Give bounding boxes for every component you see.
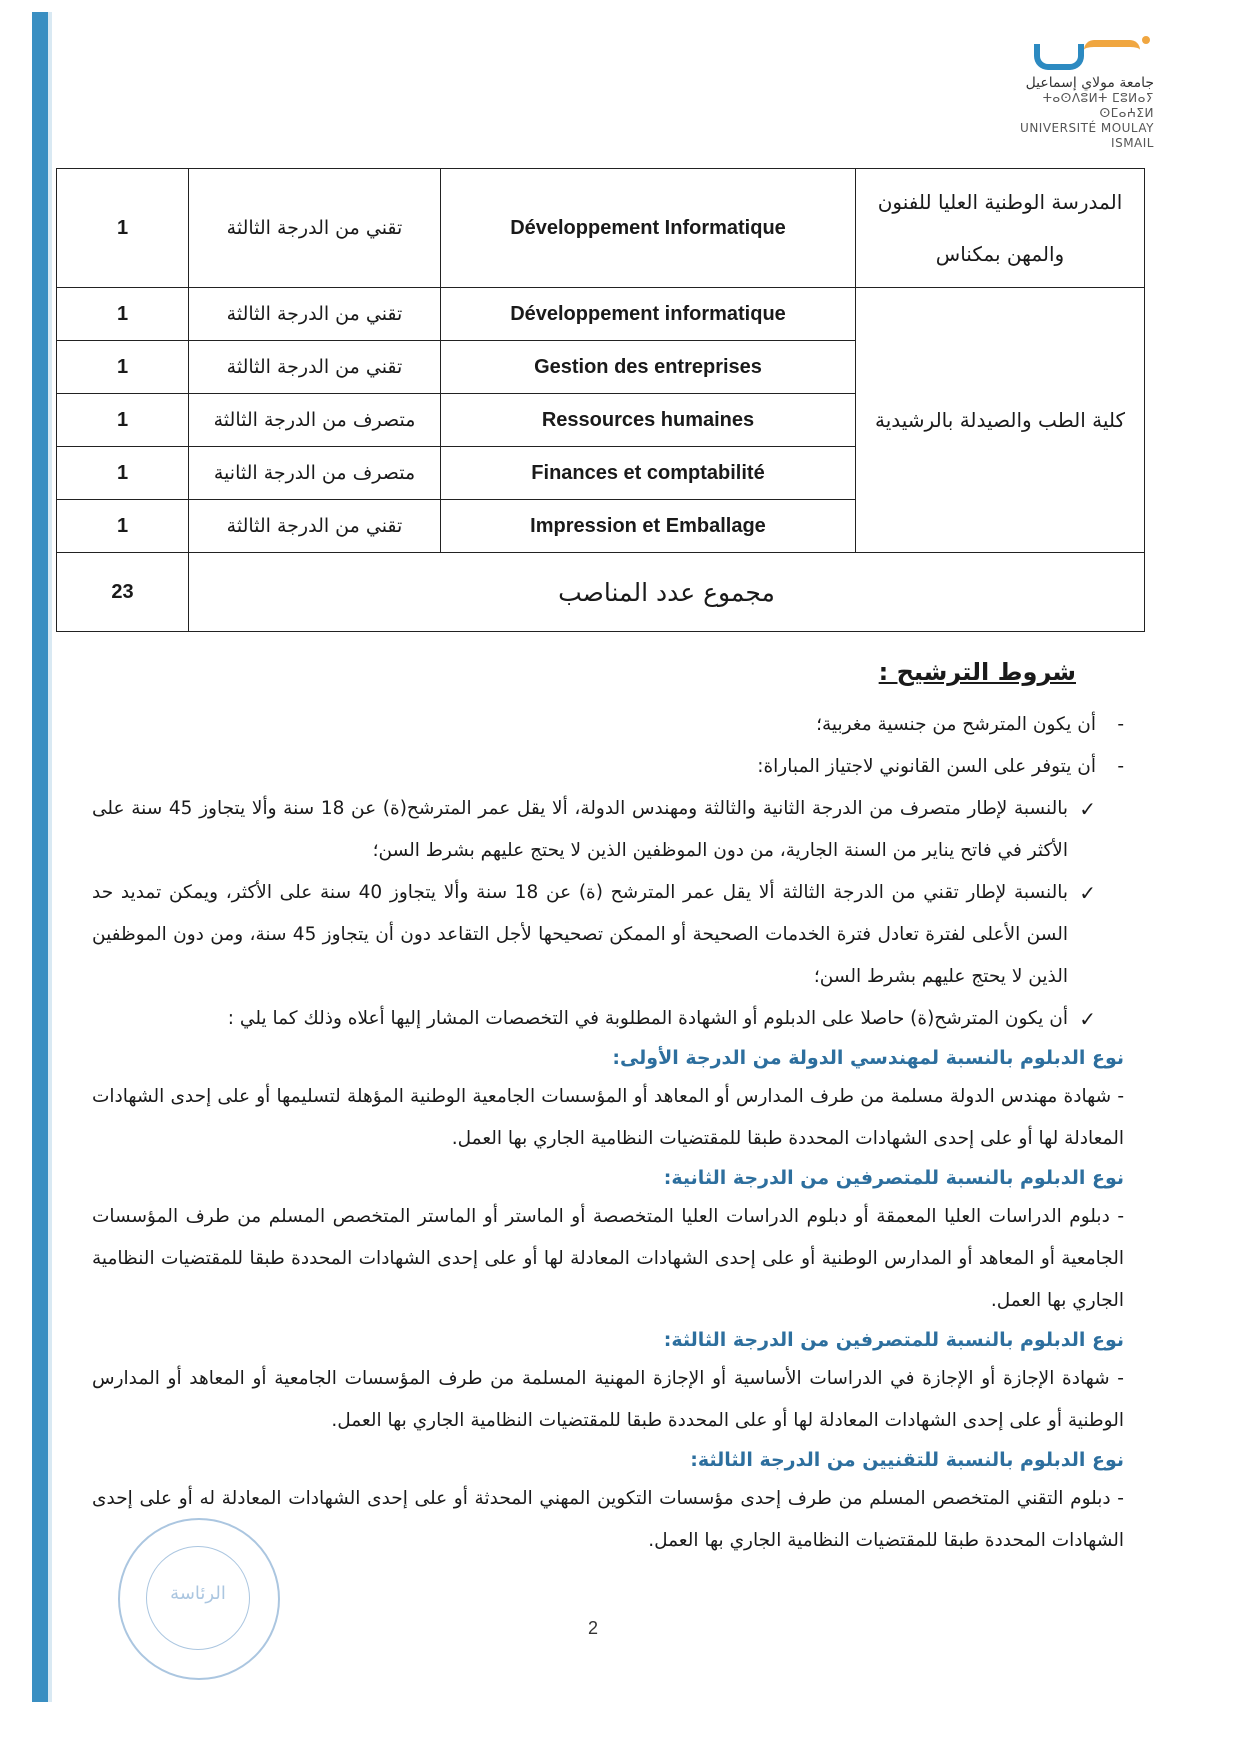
checkmark-icon: ✓ [1079, 881, 1096, 905]
table-row [57, 288, 1145, 341]
university-logo [1004, 36, 1154, 151]
diploma-heading: نوع الدبلوم بالنسبة للتقنيين من الدرجة الثالثة: [690, 1449, 1124, 1471]
diploma-text: - شهادة مهندس الدولة مسلمة من طرف المدارس أو المعاهد أو المؤسسات الجامعية الوطنية المؤهلة لتسليمها أو على إحدى الشهادات المعادلة لها أو على إحدى الشهادات المحددة طبقا للمقتضيات النظامية الجاري بها العمل. [92, 1086, 1124, 1149]
left-margin-bar [32, 12, 48, 1702]
table-row [57, 169, 1145, 288]
condition-item: - أن يكون المترشح من جنسية مغربية؛ [92, 704, 1124, 746]
positions-count-cell: 1 [57, 288, 189, 341]
specialty-cell: Finances et comptabilité [441, 447, 856, 500]
positions-count-cell: 1 [57, 169, 189, 288]
page-number: 2 [588, 1618, 599, 1638]
left-margin-bar-edge [48, 12, 52, 1702]
checkmark-icon: ✓ [1079, 797, 1096, 821]
umi-logo-icon [1004, 36, 1154, 76]
grade-cell: تقني من الدرجة الثالثة [189, 169, 441, 288]
conditions-title: شروط الترشيح : [878, 658, 1076, 686]
condition-check-text: بالنسبة لإطار متصرف من الدرجة الثانية والثالثة ومهندس الدولة، ألا يقل عمر المترشح(ة) عن 18 سنة وألا يتجاوز 45 سنة على الأكثر في فاتح يناير من السنة الجارية، من دون الموظفين الذين لا يحتج عليهم بشرط السن؛ [92, 798, 1069, 861]
institution-cell: كلية الطب والصيدلة بالرشيدية [856, 288, 1145, 553]
logo-latin-name: UNIVERSITÉ MOULAY ISMAIL [1020, 121, 1154, 150]
grade-cell: تقني من الدرجة الثالثة [189, 341, 441, 394]
diploma-heading: نوع الدبلوم بالنسبة للمتصرفين من الدرجة الثالثة: [663, 1329, 1124, 1351]
diploma-text: - شهادة الإجازة أو الإجازة في الدراسات الأساسية أو الإجازة المهنية المسلمة من طرف المؤسسات الجامعية أو المعاهد أو المدارس الوطنية أو على إحدى الشهادات المعادلة لها أو على المحددة طبقا للمقتضيات النظامية الجاري بها العمل. [92, 1368, 1124, 1431]
condition-item: - أن يتوفر على السن القانوني لاجتياز المباراة: [92, 746, 1124, 788]
positions-count-cell: 1 [57, 447, 189, 500]
condition-check-item [92, 788, 1096, 872]
diploma-text: - دبلوم الدراسات العليا المعمقة أو دبلوم الدراسات العليا المتخصصة أو الماستر أو الماستر المتخصص المسلم من طرف المؤسسات الجامعية أو المعاهد أو المدارس الوطنية أو على إحدى الشهادات المعادلة لها أو على إحدى الشهادات المحددة طبقا للمقتضيات النظامية الجاري بها العمل. [92, 1206, 1124, 1311]
positions-count-cell: 1 [57, 341, 189, 394]
institution-cell: المدرسة الوطنية العليا للفنون والمهن بمكناس [856, 169, 1145, 288]
positions-count-cell: 1 [57, 500, 189, 553]
condition-check-item [92, 872, 1096, 998]
total-positions-label: مجموع عدد المناصب [189, 553, 1145, 632]
positions-table [56, 168, 1145, 632]
grade-cell: متصرف من الدرجة الثانية [189, 447, 441, 500]
specialty-cell: Gestion des entreprises [441, 341, 856, 394]
total-positions-value: 23 [57, 553, 189, 632]
stamp-center-text: الرئاسة [170, 1583, 226, 1604]
diploma-heading: نوع الدبلوم بالنسبة لمهندسي الدولة من الدرجة الأولى: [612, 1047, 1124, 1069]
grade-cell: تقني من الدرجة الثالثة [189, 288, 441, 341]
specialty-cell: Développement informatique [441, 288, 856, 341]
diploma-heading: نوع الدبلوم بالنسبة للمتصرفين من الدرجة الثانية: [663, 1167, 1124, 1189]
stamp-inner-ring [146, 1546, 250, 1650]
grade-cell: متصرف من الدرجة الثالثة [189, 394, 441, 447]
specialty-cell: Développement Informatique [441, 169, 856, 288]
condition-check-text: أن يكون المترشح(ة) حاصلا على الدبلوم أو الشهادة المطلوبة في التخصصات المشار إليها أعلاه وذلك كما يلي : [227, 1008, 1068, 1029]
logo-tifinagh-name: ⵜⴰⵙⴷⵓⵍⵜ ⵎⵓⵍⴰⵢ ⵙⵎⴰⵄⵉⵍ [1042, 91, 1154, 120]
logo-arabic-name: جامعة مولاي إسماعيل [1025, 75, 1154, 91]
official-stamp [118, 1518, 280, 1680]
conditions-section [92, 652, 1124, 1562]
condition-check-text: بالنسبة لإطار تقني من الدرجة الثالثة ألا يقل عمر المترشح (ة) عن 18 سنة وألا يتجاوز 40 سنة على الأكثر، ويمكن تمديد حد السن الأعلى لفترة تعادل فترة الخدمات الصحيحة أو الممكن تصحيحها لأجل التقاعد دون أن يتجاوز 45 سنة، ومن دون الموظفين الذين لا يحتج عليهم بشرط السن؛ [92, 882, 1068, 987]
specialty-cell: Impression et Emballage [441, 500, 856, 553]
grade-cell: تقني من الدرجة الثالثة [189, 500, 441, 553]
table-total-row [57, 553, 1145, 632]
specialty-cell: Ressources humaines [441, 394, 856, 447]
positions-count-cell: 1 [57, 394, 189, 447]
checkmark-icon: ✓ [1079, 1007, 1096, 1031]
condition-check-item [92, 998, 1096, 1040]
diploma-text: - دبلوم التقني المتخصص المسلم من طرف إحدى مؤسسات التكوين المهني المحدثة أو على إحدى الشهادات المعادلة له أو على إحدى الشهادات المحددة طبقا للمقتضيات النظامية الجاري بها العمل. [92, 1488, 1124, 1551]
